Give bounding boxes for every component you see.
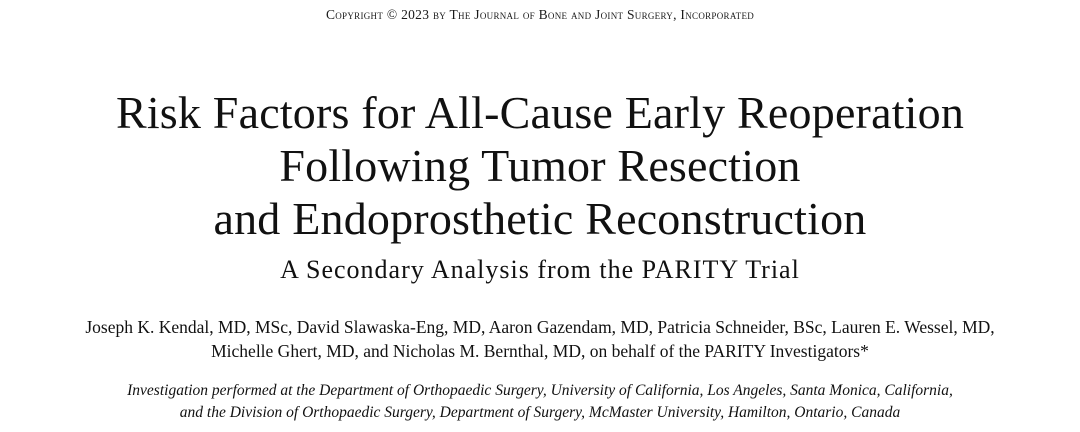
article-title bbox=[0, 86, 1080, 245]
article-title-line: and Endoprosthetic Reconstruction bbox=[213, 193, 867, 244]
affiliation-line: Investigation performed at the Department of Orthopaedic Surgery, University of California, Los Angeles, Santa Monica, California, bbox=[127, 382, 953, 399]
affiliation-statement bbox=[0, 380, 1080, 424]
article-title-line: Risk Factors for All-Cause Early Reoperation bbox=[115, 87, 965, 138]
author-list bbox=[0, 315, 1080, 363]
article-subtitle: A Secondary Analysis from the PARITY Trial bbox=[280, 255, 800, 284]
affiliation-line: and the Division of Orthopaedic Surgery, Department of Surgery, McMaster University, Hamilton, Ontario, Canada bbox=[179, 404, 901, 421]
author-line: Joseph K. Kendal, MD, MSc, David Slawaska-Eng, MD, Aaron Gazendam, MD, Patricia Schneider, BSc, Lauren E. Wessel, MD, bbox=[85, 317, 995, 337]
author-line: Michelle Ghert, MD, and Nicholas M. Bernthal, MD, on behalf of the PARITY Investigators* bbox=[211, 341, 869, 361]
article-title-line: Following Tumor Resection bbox=[279, 140, 801, 191]
copyright-notice: Copyright © 2023 by The Journal of Bone and Joint Surgery, Incorporated bbox=[325, 7, 755, 22]
